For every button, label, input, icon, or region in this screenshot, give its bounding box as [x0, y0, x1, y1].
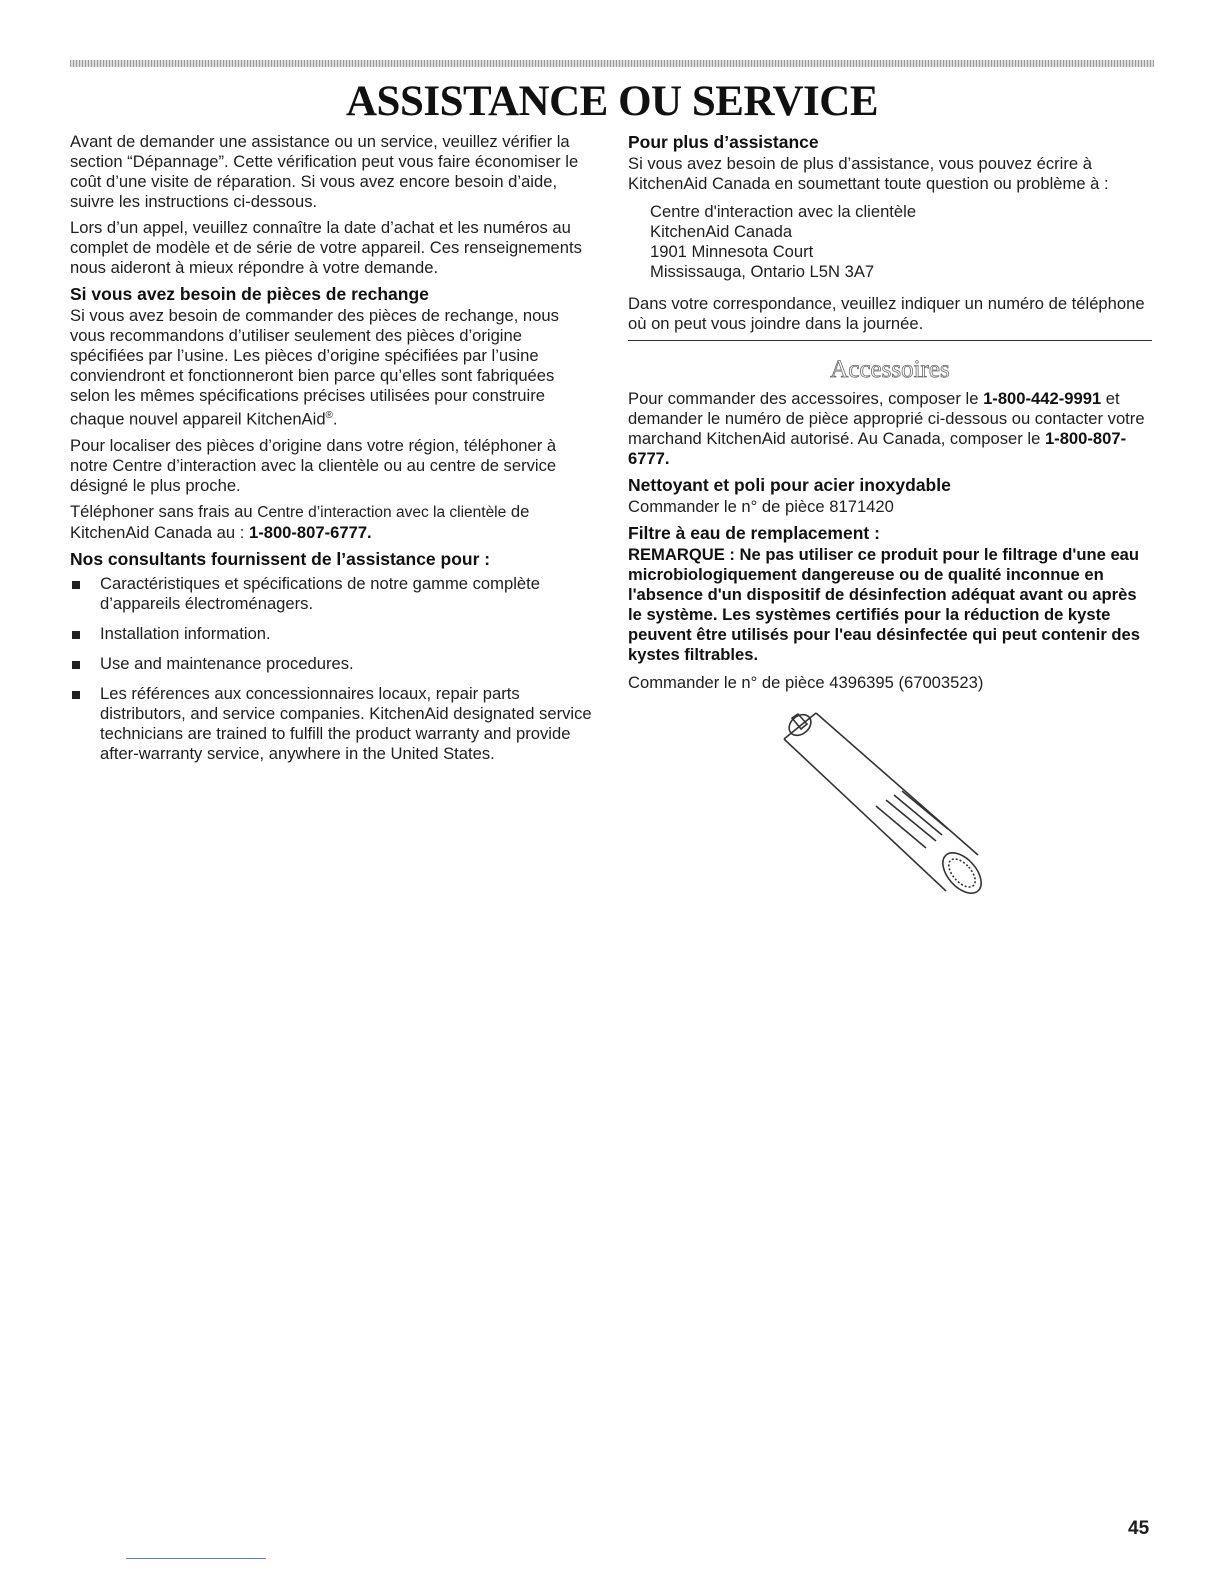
- list-item: Installation information.: [70, 624, 592, 644]
- mailing-address: [650, 202, 1152, 282]
- address-line: KitchenAid Canada: [650, 222, 793, 241]
- accessories-phone-number: 1-800-442-9991: [983, 389, 1102, 408]
- correspondence-paragraph: Dans votre correspondance, veuillez indiquer un numéro de téléphone où on peut vous joindre dans la journée.: [628, 294, 1145, 333]
- more-assistance-heading: Pour plus d’assistance: [628, 132, 819, 152]
- page-title: ASSISTANCE OU SERVICE: [345, 78, 879, 125]
- accessories-paragraph: Pour commander des accessoires, composer le 1-800-442-9991 et demander le numéro de pièce approprié ci-dessous ou contacter votre marchand KitchenAid autorisé. Au Canada, composer le 1-800-807-6777.: [628, 389, 1145, 468]
- address-line: 1901 Minnesota Court: [650, 242, 814, 261]
- filter-warning-note: REMARQUE : Ne pas utiliser ce produit pour le filtrage d'une eau microbiologiquement dangereuse ou de qualité inconnue en l'absence d'un dispositif de désinfection adéquat avant ou après le système. Les systèmes certifiés pour la réduction de kyste peuvent être utilisés pour l'eau désinfectée qui peut contenir des kystes filtrables.: [628, 545, 1141, 664]
- page-number: 45: [1128, 1518, 1150, 1539]
- assistance-list: [70, 574, 592, 764]
- accessories-heading: Accessoires: [830, 356, 950, 383]
- consultants-heading: Nos consultants fournissent de l’assistance pour :: [70, 548, 491, 569]
- list-item: Use and maintenance procedures.: [70, 654, 592, 674]
- list-item: Caractéristiques et spécifications de notre gamme complète d’appareils électroménagers.: [70, 574, 592, 614]
- call-paragraph: Téléphoner sans frais au Centre d’interaction avec la clientèle de KitchenAid Canada au : 1-800-807-6777.: [70, 501, 530, 542]
- top-rule: [70, 60, 1154, 67]
- intro-paragraph-1: Avant de demander une assistance ou un service, veuillez vérifier la section “Dépannage”. Cette vérification peut vous faire économiser le coût d’une visite de réparation. Si vous avez encore besoin d’aide, suivre les instructions ci-dessous.: [70, 132, 579, 211]
- call-phone-number: 1-800-807-6777.: [248, 522, 372, 542]
- footer-link-underline: [126, 1558, 266, 1559]
- list-item: Les références aux concessionnaires locaux, repair parts distributors, and service companies. KitchenAid designated service technicians are trained to fulfill the product warranty and provide after-warranty service, anywhere in the United States.: [70, 684, 592, 764]
- right-column: [628, 132, 1152, 905]
- filter-part-number: Commander le n° de pièce 4396395 (67003523): [628, 673, 984, 692]
- address-line: Centre d'interaction avec la clientèle: [650, 202, 917, 221]
- cleaner-heading: Nettoyant et poli pour acier inoxydable: [628, 475, 951, 495]
- more-assistance-paragraph: Si vous avez besoin de plus d’assistance, vous pouvez écrire à KitchenAid Canada en soumettant toute question ou problème à :: [628, 154, 1109, 193]
- canada-phone-number: 1-800-807-6777.: [628, 429, 1127, 468]
- parts-paragraph-1: Si vous avez besoin de commander des pièces de rechange, nous vous recommandons d’utiliser seulement des pièces d’origine spécifiées par l’usine. Les pièces d’origine spécifiées par l’usine conviendront et fonctionneront bien parce qu’elles sont fabriquées selon les mêmes spécifications précises utilisées pour construire chaque nouvel appareil KitchenAid®.: [70, 306, 559, 429]
- address-line: Mississauga, Ontario L5N 3A7: [650, 262, 875, 281]
- section-divider: [628, 340, 1152, 341]
- filter-heading: Filtre à eau de remplacement :: [628, 523, 880, 543]
- parts-paragraph-2: Pour localiser des pièces d’origine dans votre région, téléphoner à notre Centre d’interaction avec la clientèle ou au centre de service désigné le plus proche.: [70, 435, 557, 495]
- intro-paragraph-2: Lors d’un appel, veuillez connaître la date d’achat et les numéros au complet de modèle et de série de votre appareil. Ces renseignements nous aideront à mieux répondre à votre demande.: [70, 218, 582, 277]
- cleaner-part-number: Commander le n° de pièce 8171420: [628, 497, 894, 516]
- water-filter-illustration: [776, 705, 996, 905]
- left-column: [70, 132, 592, 774]
- parts-heading: Si vous avez besoin de pièces de rechange: [70, 284, 429, 304]
